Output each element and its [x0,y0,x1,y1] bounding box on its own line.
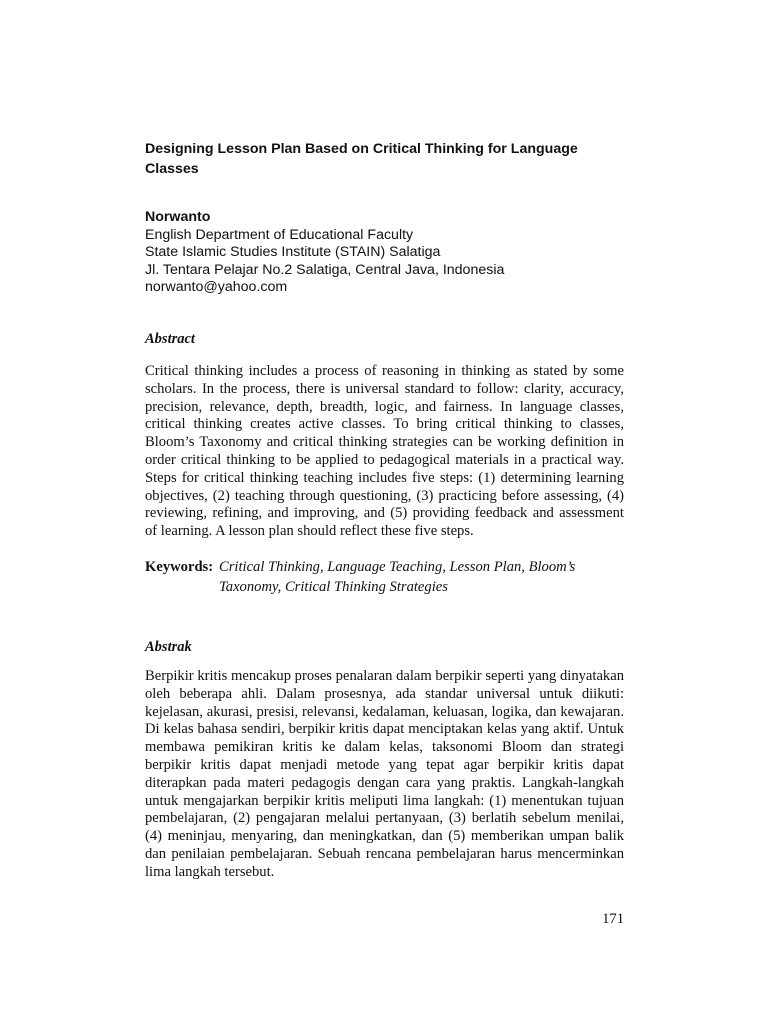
page-number: 171 [602,911,624,927]
abstract-body: Critical thinking includes a process of reasoning in thinking as stated by some scholars. In the process, there is universal standard to follow: clarity, accuracy, precision, relevance, depth, breadth, logic, and fairness. In language classes, critical thinking creates active classes. To bring critical thinking to classes, Bloom’s Taxonomy and critical thinking strategies can be working definition in order critical thinking to be applied to pedagogical materials in a practical way. Steps for critical thinking teaching includes five steps: (1) determining learning objectives, (2) teaching through questioning, (3) practicing before assessing, (4) reviewing, refining, and improving, and (5) providing feedback and assessment of learning. A lesson plan should reflect these five steps. [145,363,624,540]
keywords-text: Critical Thinking, Language Teaching, Lesson Plan, Bloom’s Taxonomy, Critical Thinking Strategies [219,559,576,595]
author-address: Jl. Tentara Pelajar No.2 Salatiga, Central Java, Indonesia [145,261,505,278]
author-affiliation-department: English Department of Educational Faculty [145,226,414,243]
author-block [145,209,624,297]
keywords-block [145,557,624,597]
abstrak-body: Berpikir kritis mencakup proses penalaran dalam berpikir seperti yang dinyatakan oleh beberapa ahli. Dalam prosesnya, ada standar universal untuk diikuti: kejelasan, akurasi, presisi, relevansi, kedalaman, keluasan, logika, dan kewajaran. Di kelas bahasa sendiri, berpikir kritis dapat menciptakan kelas yang aktif. Untuk membawa pemikiran kritis ke dalam kelas, taksonomi Bloom dan strategi berpikir kritis dapat menjadi metode yang tepat agar berpikir kritis dapat diterapkan pada materi pedagogis dengan cara yang praktis. Langkah-langkah untuk mengajarkan berpikir kritis meliputi lima langkah: (1) menentukan tujuan pembelajaran, (2) pengajaran melalui pertanyaan, (3) berlatih sebelum menilai, (4) meninjau, menyaring, dan meningkatkan, dan (5) memberikan umpan balik dan penilaian pembelajaran. Sebuah rencana pembelajaran harus mencerminkan lima langkah tersebut. [145,668,624,880]
abstrak-heading: Abstrak [145,639,192,655]
author-email: norwanto@yahoo.com [145,279,288,295]
abstract-heading: Abstract [145,331,195,347]
paper-title: Designing Lesson Plan Based on Critical Thinking for Language Classes [145,141,578,177]
keywords-label: Keywords: [145,559,214,575]
author-name: Norwanto [145,209,211,225]
author-affiliation-institute: State Islamic Studies Institute (STAIN) Salatiga [145,244,441,260]
